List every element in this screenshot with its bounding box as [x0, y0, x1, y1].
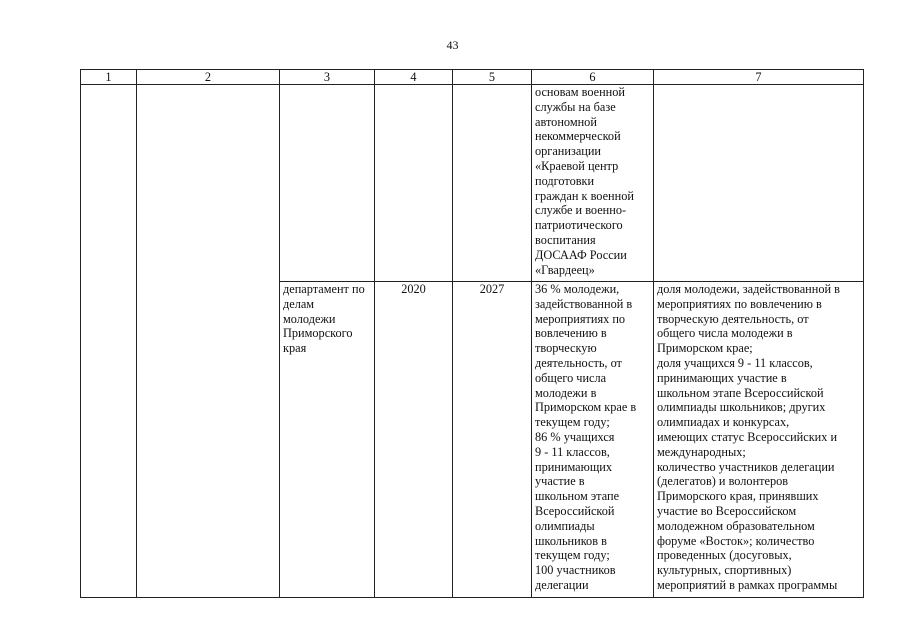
row1-col2 — [137, 85, 280, 598]
text-line: международных; — [657, 444, 746, 459]
text-line: «Гвардеец» — [535, 262, 595, 277]
header-cell-3: 3 — [280, 70, 375, 85]
text-line: проведенных (досуговых, — [657, 548, 792, 563]
row1-col6 — [532, 85, 654, 282]
text-line: 36 % молодежи, — [535, 282, 620, 296]
row1-col5 — [453, 85, 532, 282]
text-line: службы на базе — [535, 99, 616, 114]
text-line: олимпиады школьников; других — [657, 400, 826, 415]
header-cell-1: 1 — [81, 70, 137, 85]
text-line: Приморского края, принявших — [657, 489, 819, 504]
text-line: (делегатов) и волонтеров — [657, 474, 789, 489]
text-line: форуме «Восток»; количество — [657, 533, 815, 548]
text-line: службе и военно- — [535, 203, 627, 218]
text-line: Приморского — [283, 326, 353, 341]
document-table — [80, 69, 864, 598]
text-line: школьников в — [535, 533, 607, 548]
text-line: 86 % учащихся — [535, 429, 615, 444]
text-line: доля учащихся 9 - 11 классов, — [657, 355, 813, 370]
header-row — [81, 70, 864, 85]
row1-col7 — [654, 85, 864, 282]
text-line: подготовки — [535, 173, 595, 188]
text-line: имеющих статус Всероссийских и — [657, 429, 838, 444]
text-line: текущем году; — [535, 415, 610, 430]
text-line: общего числа — [535, 370, 607, 385]
text-line: олимпиады — [535, 518, 595, 533]
text-line: «Краевой центр — [535, 158, 619, 173]
header-cell-5: 5 — [453, 70, 532, 85]
text-line: граждан к военной — [535, 188, 634, 203]
row1-col4 — [375, 85, 453, 282]
target-values-cell — [532, 282, 654, 598]
text-line: мероприятиях по — [535, 311, 626, 326]
header-cell-2: 2 — [137, 70, 280, 85]
text-line: мероприятиях по вовлечению в — [657, 296, 822, 311]
text-line: творческую — [535, 341, 597, 356]
text-line: некоммерческой — [535, 129, 621, 144]
text-line: текущем году; — [535, 548, 610, 563]
text-line: школьном этапе Всероссийской — [657, 385, 824, 400]
text-line: автономной — [535, 114, 597, 129]
text-line: культурных, спортивных) — [657, 563, 792, 578]
text-line: деятельность, от — [535, 355, 622, 370]
text-line: ДОСААФ России — [535, 247, 627, 262]
text-line: делам — [283, 296, 315, 311]
text-line: основам военной — [535, 85, 625, 99]
text-line: 9 - 11 классов, — [535, 444, 610, 459]
end-year-cell: 2027 — [453, 282, 532, 598]
text-line: принимающих участие в — [657, 370, 787, 385]
text-line: принимающих — [535, 459, 613, 474]
text-line: патриотического — [535, 218, 623, 233]
text-line: школьном этапе — [535, 489, 620, 504]
text-line: молодежном образовательном — [657, 518, 815, 533]
text-line: молодежи в — [535, 385, 597, 400]
text-line: олимпиадах и конкурсах, — [657, 415, 790, 430]
text-line: Всероссийской — [535, 503, 615, 518]
responsible-cell — [280, 282, 375, 598]
header-cell-4: 4 — [375, 70, 453, 85]
text-line: департамент по — [283, 282, 365, 296]
text-line: доля молодежи, задействованной в — [657, 282, 840, 296]
text-line: мероприятий в рамках программы — [657, 577, 838, 592]
text-line: творческую деятельность, от — [657, 311, 809, 326]
text-line: общего числа молодежи в — [657, 326, 793, 341]
text-line: задействованной в — [535, 296, 633, 311]
row1-col3 — [280, 85, 375, 282]
text-line: организации — [535, 144, 602, 159]
header-cell-6: 6 — [532, 70, 654, 85]
text-line: Приморском крае; — [657, 341, 753, 356]
text-line: Приморском крае в — [535, 400, 637, 415]
text-line: количество участников делегации — [657, 459, 835, 474]
text-line: вовлечению в — [535, 326, 607, 341]
row1-col1 — [81, 85, 137, 598]
page-number: 43 — [446, 38, 459, 52]
table-row — [81, 85, 864, 282]
text-line: молодежи — [283, 311, 336, 326]
text-line: участие в — [535, 474, 585, 489]
text-line: делегации — [535, 577, 589, 592]
text-line: воспитания — [535, 232, 596, 247]
text-line: края — [283, 341, 307, 356]
text-line: участие во Всероссийском — [657, 503, 797, 518]
indicators-cell — [654, 282, 864, 598]
start-year-cell: 2020 — [375, 282, 453, 598]
header-cell-7: 7 — [654, 70, 864, 85]
text-line: 100 участников — [535, 563, 616, 578]
